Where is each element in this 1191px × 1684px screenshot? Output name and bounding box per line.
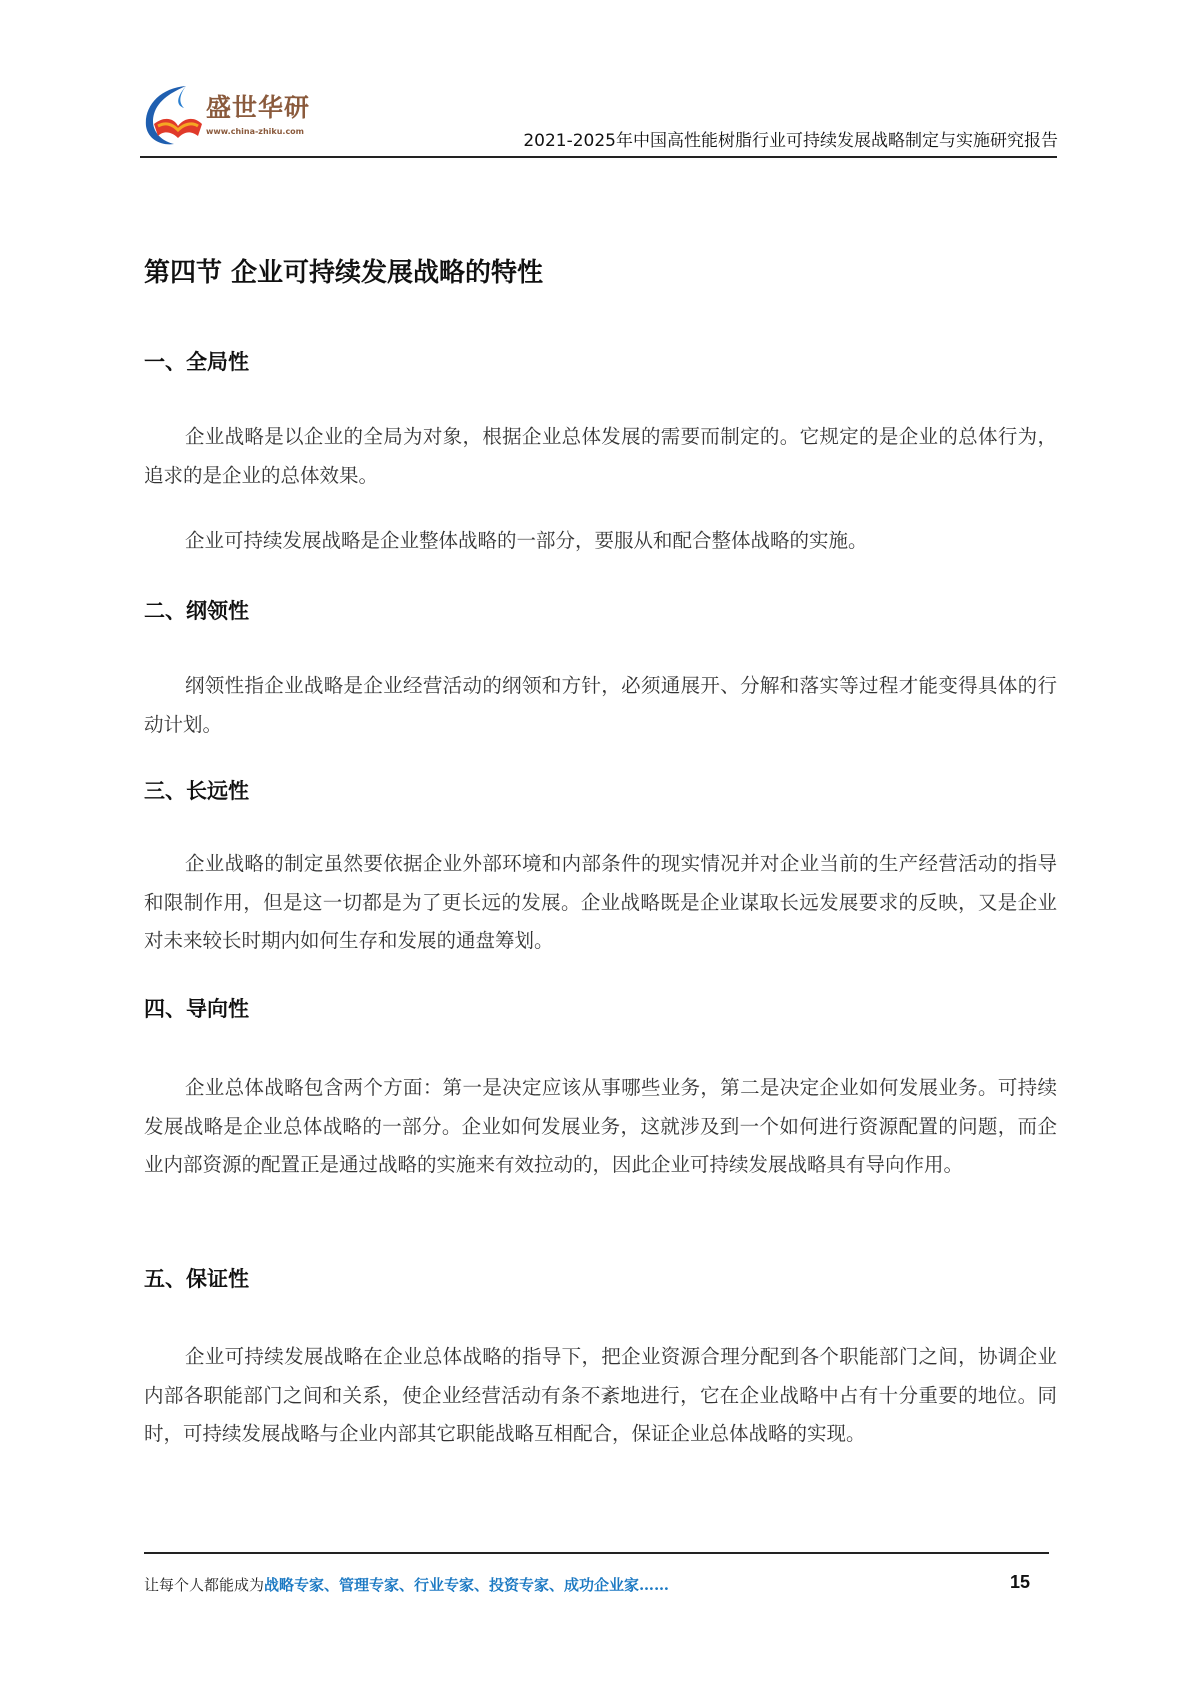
report-title: 2021-2025年中国高性能树脂行业可持续发展战略制定与实施研究报告 xyxy=(523,131,1058,151)
subsection-heading: 三、长远性 xyxy=(144,779,249,803)
subsection-heading: 二、纲领性 xyxy=(144,599,249,623)
paragraph: 企业总体战略包含两个方面：第一是决定应该从事哪些业务，第二是决定企业如何发展业务。可持续发展战略是企业总体战略的一部分。企业如何发展业务，这就涉及到一个如何进行资源配置的问题，而企业内部资源的配置正是通过战略的实施来有效拉动的，因此企业可持续发展战略具有导向作用。 xyxy=(144,1076,1057,1176)
header-divider xyxy=(140,156,1057,158)
footer-divider xyxy=(144,1552,1049,1554)
footer-slogan: 让每个人都能成为战略专家、管理专家、行业专家、投资专家、成功企业家…… xyxy=(144,1576,670,1594)
paragraph: 企业战略是以企业的全局为对象，根据企业总体发展的需要而制定的。它规定的是企业的总体行为，追求的是企业的总体效果。 xyxy=(144,425,1057,487)
paragraph: 企业战略的制定虽然要依据企业外部环境和内部条件的现实情况并对企业当前的生产经营活动的指导和限制作用，但是这一切都是为了更长远的发展。企业战略既是企业谋取长远发展要求的反映，又是企业对未来较长时期内如何生存和发展的通盘筹划。 xyxy=(144,852,1057,952)
subsection-heading: 五、保证性 xyxy=(144,1267,249,1291)
subsection-heading: 一、全局性 xyxy=(144,350,249,374)
section-title: 第四节 企业可持续发展战略的特性 xyxy=(144,258,544,288)
paragraph: 纲领性指企业战略是企业经营活动的纲领和方针，必须通展开、分解和落实等过程才能变得具体的行动计划。 xyxy=(144,674,1057,736)
subsection-heading: 四、导向性 xyxy=(144,997,249,1021)
paragraph: 企业可持续发展战略是企业整体战略的一部分，要服从和配合整体战略的实施。 xyxy=(184,529,868,552)
company-logo: 盛世华研 www.china-zhiku.com xyxy=(140,84,310,148)
page-number: 15 xyxy=(1010,1572,1031,1592)
logo-emblem-icon xyxy=(140,84,206,148)
paragraph: 企业可持续发展战略在企业总体战略的指导下，把企业资源合理分配到各个职能部门之间，协调企业内部各职能部门之间和关系，使企业经营活动有条不紊地进行，它在企业战略中占有十分重要的地位。同时，可持续发展战略与企业内部其它职能战略互相配合，保证企业总体战略的实现。 xyxy=(144,1345,1057,1445)
